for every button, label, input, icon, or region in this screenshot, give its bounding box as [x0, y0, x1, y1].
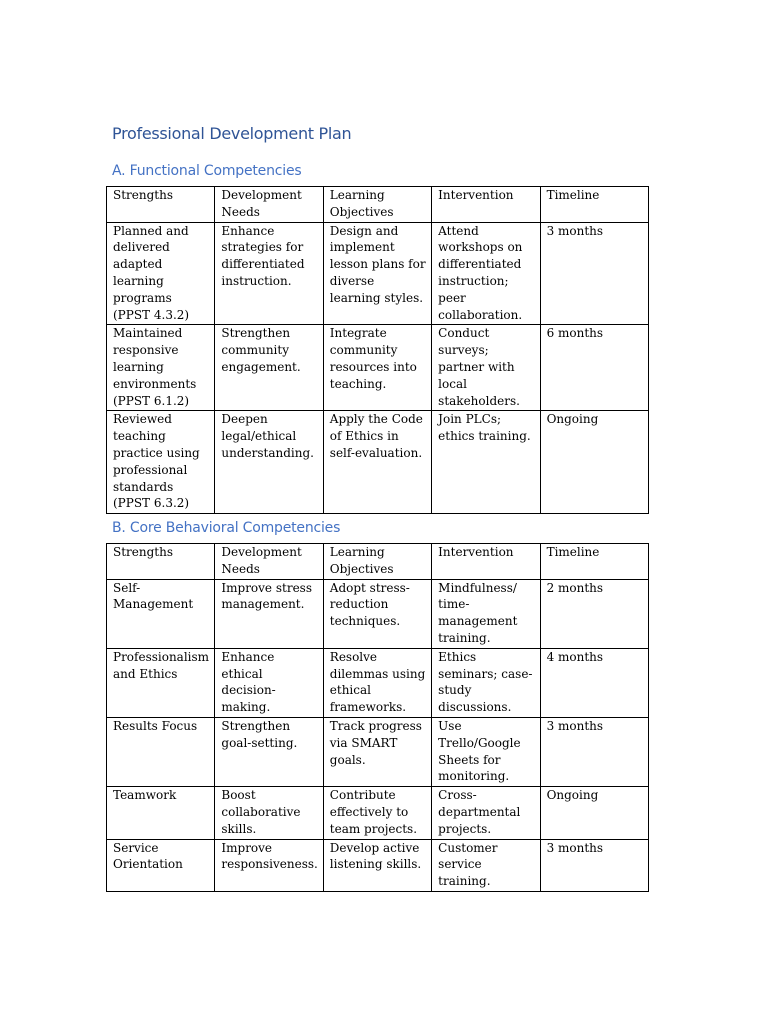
cell-timeline: 6 months: [540, 325, 648, 411]
cell-strengths: Results Focus: [107, 717, 215, 786]
cell-learning-objectives: Design and implement lesson plans for diverse learning styles.: [323, 222, 431, 325]
cell-learning-objectives: Adopt stress-reduction techniques.: [323, 579, 431, 648]
table-header-row: [107, 544, 649, 580]
cell-strengths: Self-Management: [107, 579, 215, 648]
cell-intervention: Ethics seminars; case-study discussions.: [432, 648, 540, 717]
table-row: [107, 648, 649, 717]
cell-development-needs: Improve stress management.: [215, 579, 323, 648]
cell-development-needs: Enhance ethical decision-making.: [215, 648, 323, 717]
cell-development-needs: Boost collaborative skills.: [215, 787, 323, 839]
cell-learning-objectives: Contribute effectively to team projects.: [323, 787, 431, 839]
cell-learning-objectives: Resolve dilemmas using ethical frameworks.: [323, 648, 431, 717]
table-row: [107, 325, 649, 411]
column-header-strengths: Strengths: [107, 187, 215, 223]
cell-timeline: 2 months: [540, 579, 648, 648]
cell-intervention: Customer service training.: [432, 839, 540, 891]
cell-intervention: Use Trello/Google Sheets for monitoring.: [432, 717, 540, 786]
cell-development-needs: Strengthen community engagement.: [215, 325, 323, 411]
behavioral-competencies-table: [106, 543, 649, 892]
cell-timeline: 3 months: [540, 839, 648, 891]
column-header-intervention: Intervention: [432, 544, 540, 580]
cell-timeline: Ongoing: [540, 411, 648, 514]
cell-strengths: Service Orientation: [107, 839, 215, 891]
table-header-row: [107, 187, 649, 223]
section-heading-functional: A. Functional Competencies: [112, 163, 302, 179]
cell-intervention: Mindfulness/ time-management training.: [432, 579, 540, 648]
column-header-development-needs: Development Needs: [215, 187, 323, 223]
column-header-development-needs: Development Needs: [215, 544, 323, 580]
table-row: [107, 411, 649, 514]
cell-timeline: 4 months: [540, 648, 648, 717]
cell-strengths: Planned and delivered adapted learning programs (PPST 4.3.2): [107, 222, 215, 325]
column-header-learning-objectives: Learning Objectives: [323, 187, 431, 223]
cell-timeline: 3 months: [540, 222, 648, 325]
cell-timeline: Ongoing: [540, 787, 648, 839]
cell-development-needs: Enhance strategies for differentiated instruction.: [215, 222, 323, 325]
cell-strengths: Reviewed teaching practice using professional standards (PPST 6.3.2): [107, 411, 215, 514]
column-header-timeline: Timeline: [540, 544, 648, 580]
cell-intervention: Join PLCs; ethics training.: [432, 411, 540, 514]
cell-strengths: Teamwork: [107, 787, 215, 839]
cell-learning-objectives: Develop active listening skills.: [323, 839, 431, 891]
functional-competencies-table: [106, 186, 649, 514]
table-row: [107, 717, 649, 786]
cell-strengths: Maintained responsive learning environments (PPST 6.1.2): [107, 325, 215, 411]
cell-timeline: 3 months: [540, 717, 648, 786]
cell-learning-objectives: Integrate community resources into teaching.: [323, 325, 431, 411]
table-row: [107, 839, 649, 891]
cell-learning-objectives: Track progress via SMART goals.: [323, 717, 431, 786]
table-row: [107, 579, 649, 648]
column-header-timeline: Timeline: [540, 187, 648, 223]
cell-intervention: Attend workshops on differentiated instruction; peer collaboration.: [432, 222, 540, 325]
cell-intervention: Cross-departmental projects.: [432, 787, 540, 839]
table-row: [107, 222, 649, 325]
column-header-intervention: Intervention: [432, 187, 540, 223]
table-row: [107, 787, 649, 839]
cell-intervention: Conduct surveys; partner with local stakeholders.: [432, 325, 540, 411]
column-header-strengths: Strengths: [107, 544, 215, 580]
cell-strengths: Professionalism and Ethics: [107, 648, 215, 717]
cell-development-needs: Deepen legal/ethical understanding.: [215, 411, 323, 514]
section-heading-behavioral: B. Core Behavioral Competencies: [112, 520, 341, 536]
cell-learning-objectives: Apply the Code of Ethics in self-evaluation.: [323, 411, 431, 514]
column-header-learning-objectives: Learning Objectives: [323, 544, 431, 580]
cell-development-needs: Improve responsiveness.: [215, 839, 323, 891]
page-title: Professional Development Plan: [112, 124, 352, 143]
cell-development-needs: Strengthen goal-setting.: [215, 717, 323, 786]
